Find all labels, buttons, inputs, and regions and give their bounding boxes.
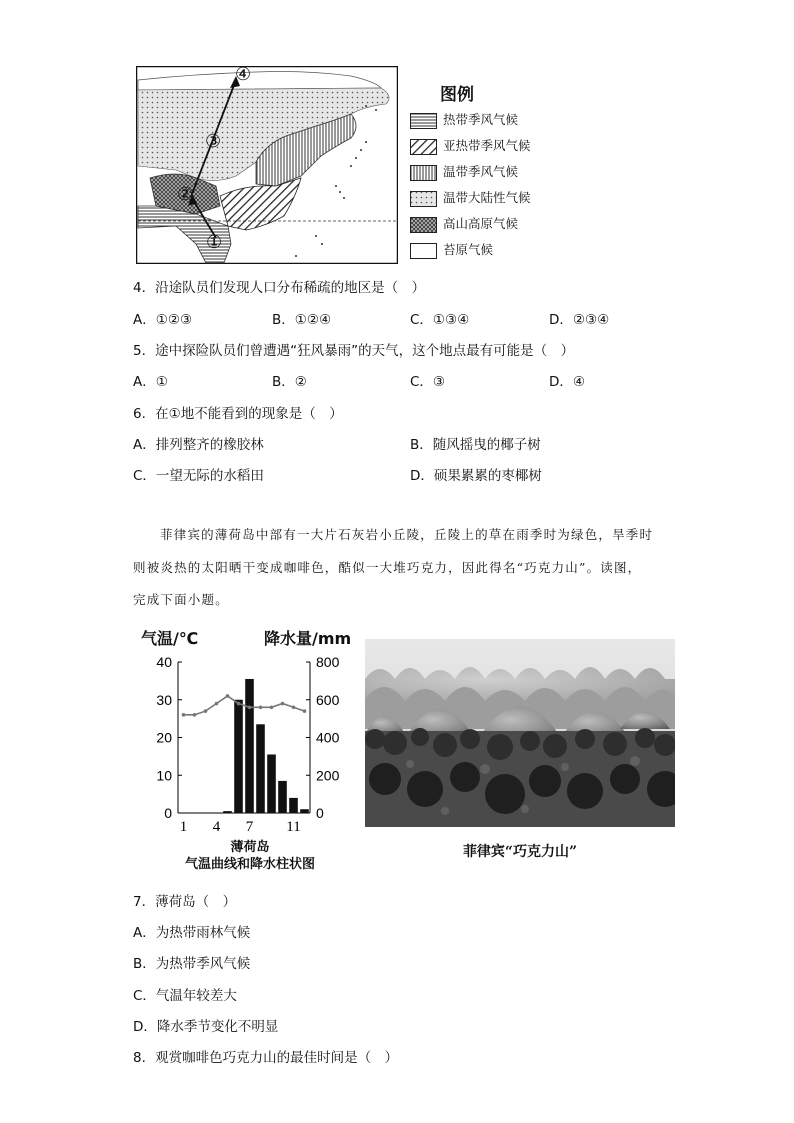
- legend-item: [410, 240, 531, 266]
- legend-label: 高山高原气候: [443, 216, 519, 231]
- question-4: 4．沿途队员们发现人口分布稀疏的地区是（ ）: [133, 280, 426, 296]
- legend: [410, 110, 531, 266]
- climate-map-svg: [136, 66, 398, 264]
- blank-swatch-icon: [410, 243, 437, 259]
- right-tick-label: 200: [316, 767, 340, 784]
- marker-3: ③: [205, 131, 222, 152]
- passage-line-1: 菲律宾的薄荷岛中部有一大片石灰岩小丘陵，丘陵上的草在雨季时为绿色，旱季时: [160, 527, 654, 542]
- q4-option-b[interactable]: B．①②④: [272, 312, 332, 328]
- legend-item: [410, 136, 531, 162]
- legend-label: 亚热带季风气候: [443, 138, 531, 153]
- left-tick-label: 40: [156, 654, 172, 670]
- legend-label: 热带季风气候: [443, 112, 519, 127]
- marker-2: ②: [177, 184, 194, 205]
- precip-bar: [245, 679, 254, 813]
- legend-label: 温带大陆性气候: [443, 190, 531, 205]
- temperature-point: [204, 709, 208, 713]
- q5-option-d[interactable]: D．④: [549, 374, 585, 390]
- question-7: 7．薄荷岛（ ）: [133, 894, 237, 910]
- precip-bar: [278, 781, 287, 813]
- marker-4: ④: [235, 64, 252, 85]
- vlines-swatch-icon: [410, 165, 437, 181]
- legend-item: [410, 110, 531, 136]
- precip-bar: [234, 700, 243, 813]
- legend-item: [410, 188, 531, 214]
- right-tick-label: 0: [316, 805, 324, 821]
- legend-item: [410, 162, 531, 188]
- q4-option-d[interactable]: D．②③④: [549, 312, 610, 328]
- right-tick-label: 400: [316, 729, 340, 746]
- temperature-point: [182, 713, 186, 717]
- q7-option-b[interactable]: B．为热带季风气候: [133, 956, 251, 972]
- left-tick-label: 30: [156, 691, 172, 708]
- temperature-line: [184, 696, 305, 715]
- right-axis-title: 降水量/mm: [264, 629, 352, 648]
- x-tick-label: 7: [245, 819, 254, 835]
- q4-option-a[interactable]: A．①②③: [133, 312, 193, 328]
- q5-option-b[interactable]: B．②: [272, 374, 307, 390]
- climate-chart: [150, 652, 350, 852]
- right-tick-label: 600: [316, 691, 340, 708]
- q6-option-b[interactable]: B．随风摇曳的椰子树: [410, 437, 541, 453]
- chocolate-hills-photo: [365, 639, 675, 827]
- q5-option-a[interactable]: A．①: [133, 374, 168, 390]
- q5-option-c[interactable]: C．③: [410, 374, 446, 390]
- temperature-point: [292, 706, 296, 710]
- temperature-point: [303, 709, 307, 713]
- precip-bar: [300, 809, 309, 813]
- x-tick-label: 11: [286, 819, 301, 835]
- temperature-point: [237, 702, 241, 706]
- left-tick-label: 0: [164, 805, 172, 821]
- q6-option-d[interactable]: D．硕果累累的枣椰树: [410, 468, 542, 484]
- temperature-point: [270, 706, 274, 710]
- question-5: 5．途中探险队员们曾遭遇“狂风暴雨”的天气，这个地点最有可能是（ ）: [133, 343, 575, 359]
- chart-caption-1: 薄荷岛: [230, 840, 270, 855]
- q7-option-c[interactable]: C．气温年较差大: [133, 988, 237, 1004]
- legend-item: [410, 214, 531, 240]
- cross-swatch-icon: [410, 217, 437, 233]
- q6-option-a[interactable]: A．排列整齐的橡胶林: [133, 437, 264, 453]
- question-8: 8．观赏咖啡色巧克力山的最佳时间是（ ）: [133, 1050, 399, 1066]
- photo-caption: 菲律宾“巧克力山”: [462, 844, 578, 860]
- precip-bar: [289, 798, 298, 813]
- temperature-point: [226, 694, 230, 698]
- passage-line-2: 则被炎热的太阳晒干变成咖啡色，酷似一大堆巧克力，因此得名“巧克力山”。读图，: [133, 560, 642, 575]
- climate-map: [136, 66, 398, 264]
- x-tick-label: 1: [179, 819, 188, 835]
- diag-swatch-icon: [410, 139, 437, 155]
- temperature-point: [281, 702, 285, 706]
- legend-label: 温带季风气候: [443, 164, 519, 179]
- q7-option-d[interactable]: D．降水季节变化不明显: [133, 1019, 279, 1035]
- x-tick-label: 4: [212, 819, 221, 835]
- precip-bar: [256, 724, 265, 813]
- precip-bar: [267, 754, 276, 813]
- temperature-point: [193, 713, 197, 717]
- chart-marks: [156, 654, 339, 835]
- left-tick-label: 20: [156, 729, 172, 746]
- temperature-point: [215, 702, 219, 706]
- left-axis-title: 气温/℃: [141, 629, 199, 648]
- marker-1: ①: [206, 232, 223, 253]
- question-6: 6．在①地不能看到的现象是（ ）: [133, 406, 343, 422]
- q4-option-c[interactable]: C．①③④: [410, 312, 470, 328]
- passage-line-3: 完成下面小题。: [133, 592, 229, 607]
- q7-option-a[interactable]: A．为热带雨林气候: [133, 925, 251, 941]
- q6-option-c[interactable]: C．一望无际的水稻田: [133, 468, 264, 484]
- right-tick-label: 800: [316, 654, 340, 670]
- chart-caption-2: 气温曲线和降水柱状图: [184, 857, 315, 872]
- left-tick-label: 10: [156, 767, 172, 784]
- precip-bar: [223, 811, 232, 813]
- legend-title: 图例: [440, 85, 474, 105]
- dots-swatch-icon: [410, 191, 437, 207]
- legend-label: 苔原气候: [443, 242, 494, 257]
- hills-image: [365, 639, 675, 827]
- temperature-point: [259, 706, 263, 710]
- hlines-swatch-icon: [410, 113, 437, 129]
- temperature-point: [248, 706, 252, 710]
